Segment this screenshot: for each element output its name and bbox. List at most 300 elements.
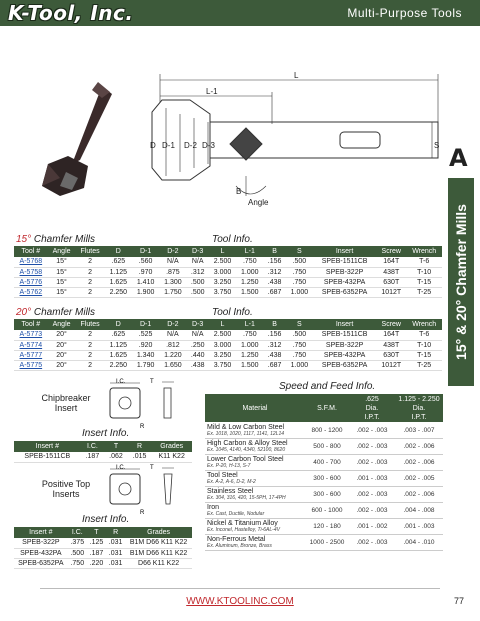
positive-dim-ic: I.C. [116, 465, 126, 471]
table-cell: N/A [159, 330, 186, 340]
section20-header-cell: D [105, 319, 132, 330]
table-cell: .500 [286, 330, 313, 340]
table-cell: 1.500 [236, 287, 263, 297]
material-examples: Ex. 1045, 4140, 4340, 52100, 8620 [207, 447, 286, 453]
table-cell: 2 [75, 340, 104, 350]
table-cell: N/A [187, 330, 209, 340]
tool-number-link[interactable]: A-5762 [14, 287, 48, 297]
speed-col-a-line2: Dia. [365, 405, 379, 412]
table-row [14, 257, 442, 267]
material-name: Stainless Steel [207, 488, 254, 495]
table-row [205, 487, 443, 503]
material-name: Tool Steel [207, 472, 238, 479]
section15-header-cell: Flutes [75, 246, 104, 257]
section-15-title [16, 234, 95, 245]
table-cell: 164T [376, 257, 406, 267]
section15-header-cell: Insert [313, 246, 376, 257]
dim-label-d3: D-3 [202, 141, 215, 150]
table-cell: SPEB-322P [14, 538, 68, 548]
section15-header-cell: L [209, 246, 236, 257]
table-cell: 2 [75, 330, 104, 340]
table-cell: .187 [81, 452, 105, 462]
speed-sfm-cell: 400 - 700 [305, 455, 349, 471]
table-cell: T-15 [406, 277, 442, 287]
material-name: Non-Ferrous Metal [207, 536, 266, 543]
table-cell: 2 [75, 257, 104, 267]
table-positive-insert [14, 527, 192, 569]
table-cell: .687 [263, 287, 285, 297]
table-cell: .125 [87, 538, 106, 548]
table-cell: .920 [132, 340, 159, 350]
dim-label-b: B [236, 187, 242, 196]
positive-header-cell: Grades [125, 527, 192, 538]
table-cell: .156 [263, 257, 285, 267]
table-cell: 3.000 [209, 340, 236, 350]
footer-url-link[interactable]: WWW.KTOOLINC.COM [186, 596, 294, 607]
section-15-info-title: Tool Info. [212, 234, 253, 245]
dim-label-l1: L-1 [206, 87, 218, 96]
positive-insert-diagram [106, 464, 196, 518]
speed-b-cell: .002 - .005 [395, 471, 443, 487]
table-cell: .525 [132, 330, 159, 340]
speed-sfm-cell: 800 - 1200 [305, 423, 349, 439]
table-cell: .187 [87, 548, 106, 558]
table-cell: 20° [48, 340, 76, 350]
chipbreaker-dim-ic: I.C. [116, 379, 126, 385]
table-cell: SPEB-6352PA [14, 558, 68, 568]
chipbreaker-header-row [14, 441, 192, 452]
section20-header-cell: S [286, 319, 313, 330]
table-cell: 2 [75, 267, 104, 277]
table-cell: T-6 [406, 330, 442, 340]
tool-number-link[interactable]: A-5768 [14, 257, 48, 267]
table-row [14, 452, 192, 462]
table-cell: 1.250 [236, 277, 263, 287]
table-cell: 20° [48, 350, 76, 360]
chipbreaker-info-title: Insert Info. [82, 428, 130, 439]
table-row [14, 558, 192, 568]
table-cell: T-15 [406, 350, 442, 360]
section20-header-cell: L [209, 319, 236, 330]
table-row [205, 455, 443, 471]
table-cell: .312 [263, 340, 285, 350]
tool-outline [152, 100, 438, 180]
footer-divider [40, 588, 440, 589]
table-cell: .750 [286, 340, 313, 350]
table-cell: SPEB-6352PA [313, 360, 376, 370]
positive-title-line1: Positive Top [41, 479, 91, 489]
table-cell: .687 [263, 360, 285, 370]
table-cell: .440 [187, 350, 209, 360]
table-row [205, 519, 443, 535]
table-cell: .500 [286, 257, 313, 267]
table-cell: 2.250 [105, 287, 132, 297]
speed-col-b-line1: 1.125 - 2.250 [398, 396, 440, 403]
material-cell [205, 487, 305, 503]
speed-col-a [349, 395, 395, 422]
table-cell: T-10 [406, 267, 442, 277]
speed-b-cell: .003 - .007 [395, 423, 443, 439]
table-cell: T-6 [406, 257, 442, 267]
tool-number-link[interactable]: A-5775 [14, 360, 48, 370]
section-20-word: Chamfer Mills [31, 307, 96, 318]
material-name: Nickel & Titanium Alloy [207, 520, 278, 527]
section20-header-cell: Wrench [406, 319, 442, 330]
material-examples: Ex. A-2, A-6, D-2, M-2 [207, 479, 256, 485]
table-cell: SPEB-432PA [313, 277, 376, 287]
table-chipbreaker-insert [14, 441, 192, 463]
material-name: High Carbon & Alloy Steel [207, 440, 288, 447]
table-row [205, 439, 443, 455]
table-cell: .812 [159, 340, 186, 350]
table-cell: .062 [104, 452, 128, 462]
positive-header-row [14, 527, 192, 538]
table-cell: .750 [236, 257, 263, 267]
material-cell [205, 535, 305, 551]
section-20-info-title: Tool Info. [212, 307, 253, 318]
table-cell: 3.750 [209, 287, 236, 297]
sidebar-label: 15° & 20° Chamfer Mills [453, 204, 469, 360]
table-row [14, 360, 442, 370]
speed-b-cell: .001 - .003 [395, 519, 443, 535]
speed-sfm-cell: 120 - 180 [305, 519, 349, 535]
section20-header-cell: Insert [313, 319, 376, 330]
table-cell: SPEB-6352PA [313, 287, 376, 297]
section20-header-cell: D-1 [132, 319, 159, 330]
section15-header-cell: B [263, 246, 285, 257]
table-cell: 1.250 [236, 350, 263, 360]
table-cell: .750 [68, 558, 87, 568]
chipbreaker-header-cell: R [128, 441, 152, 452]
speed-col-a-line3: I.P.T. [364, 414, 380, 421]
table-cell: .438 [263, 350, 285, 360]
chipbreaker-dim-r: R [140, 424, 145, 430]
speed-sfm-cell: 300 - 600 [305, 471, 349, 487]
table-cell: 2.250 [105, 360, 132, 370]
material-examples: Ex. Cast, Ductile, Nodular [207, 511, 265, 517]
dim-label-d: D [150, 141, 156, 150]
table-cell: .438 [187, 360, 209, 370]
material-examples: Ex. Aluminum, Bronze, Brass [207, 543, 272, 549]
table-cell: 2.500 [209, 330, 236, 340]
section15-header-cell: L-1 [236, 246, 263, 257]
table-row [205, 503, 443, 519]
section20-header-cell: Tool # [14, 319, 48, 330]
speed-sfm-cell: 300 - 600 [305, 487, 349, 503]
positive-header-cell: T [87, 527, 106, 538]
section15-header-cell: Tool # [14, 246, 48, 257]
table-cell: .500 [68, 548, 87, 558]
dim-label-d1: D-1 [162, 141, 175, 150]
table-cell: SPEB-322P [313, 267, 376, 277]
chipbreaker-header-cell: T [104, 441, 128, 452]
table-row [14, 267, 442, 277]
section20-header-cell: Angle [48, 319, 76, 330]
table-cell: 20° [48, 360, 76, 370]
table-row [14, 287, 442, 297]
section-20-angle: 20° [16, 307, 32, 318]
table-cell: K11 K22 [151, 452, 192, 462]
table-cell: 630T [376, 277, 406, 287]
company-logo: K-Tool, Inc. [8, 1, 134, 25]
table-cell: 3.250 [209, 350, 236, 360]
section20-header-row [14, 319, 442, 330]
section15-header-cell: Screw [376, 246, 406, 257]
sidebar-tab [448, 178, 474, 386]
table-cell: .625 [105, 257, 132, 267]
table-cell: 1.750 [159, 287, 186, 297]
table-row [14, 350, 442, 360]
table-cell: N/A [159, 257, 186, 267]
table-row [205, 423, 443, 439]
table-cell: SPEB-1511CB [313, 330, 376, 340]
table-cell: 2 [75, 350, 104, 360]
speed-a-cell: .002 - .003 [349, 503, 395, 519]
speed-feed-header [205, 394, 443, 422]
table-cell: 2 [75, 287, 104, 297]
table-cell: .031 [106, 558, 125, 568]
positive-title-line2: Inserts [52, 489, 80, 499]
dim-label-l: L [294, 71, 299, 80]
table-cell: .031 [106, 538, 125, 548]
positive-header-cell: I.C. [68, 527, 87, 538]
material-cell [205, 455, 305, 471]
section15-header-cell: S [286, 246, 313, 257]
speed-col-a-line1: .625 [365, 396, 379, 403]
table-cell: 1012T [376, 360, 406, 370]
speed-b-cell: .002 - .006 [395, 455, 443, 471]
speed-a-cell: .001 - .003 [349, 471, 395, 487]
speed-b-cell: .002 - .006 [395, 487, 443, 503]
material-name: Lower Carbon Tool Steel [207, 456, 284, 463]
material-examples: Ex. 1018, 1020, 1117, 1141, 12L14 [207, 431, 285, 437]
material-examples: Ex. 304, 316, 420, 15-5PH, 17-4PH [207, 495, 286, 501]
section-15-angle: 15° [16, 234, 32, 245]
section15-header-cell: D-2 [159, 246, 186, 257]
table-cell: 1.650 [159, 360, 186, 370]
chipbreaker-header-cell: I.C. [81, 441, 105, 452]
table-cell: .875 [159, 267, 186, 277]
speed-b-cell: .004 - .008 [395, 503, 443, 519]
material-cell [205, 471, 305, 487]
table-cell: SPEB-1511CB [14, 452, 81, 462]
table-row [14, 330, 442, 340]
section20-header-cell: D-2 [159, 319, 186, 330]
tool-number-link[interactable]: A-5774 [14, 340, 48, 350]
table-cell: SPEB-322P [313, 340, 376, 350]
material-examples: Ex. Inconel, Hastelloy, Ti-6AL-4V [207, 527, 280, 533]
table-cell: 15° [48, 277, 76, 287]
material-name: Iron [207, 504, 220, 511]
table-cell: 630T [376, 350, 406, 360]
table-cell: .250 [187, 340, 209, 350]
table-cell: 164T [376, 330, 406, 340]
table-row [205, 535, 443, 551]
table-cell: 1.220 [159, 350, 186, 360]
table-cell: 1.300 [159, 277, 186, 287]
dim-label-s: S [434, 141, 440, 150]
table-cell: 1.125 [105, 267, 132, 277]
table-cell: 1.625 [105, 277, 132, 287]
table-cell: .560 [132, 257, 159, 267]
section20-header-cell: Flutes [75, 319, 104, 330]
table-cell: 1.900 [132, 287, 159, 297]
positive-info-title: Insert Info. [82, 514, 130, 525]
section20-header-cell: Screw [376, 319, 406, 330]
speed-feed-title: Speed and Feed Info. [279, 381, 376, 392]
tool-number-link[interactable]: A-5773 [14, 330, 48, 340]
section-20-title [16, 307, 95, 318]
table-cell: .750 [286, 350, 313, 360]
speed-sfm-cell: 600 - 1000 [305, 503, 349, 519]
material-cell [205, 519, 305, 535]
table-cell: .031 [106, 548, 125, 558]
table-row [14, 277, 442, 287]
speed-a-cell: .002 - .003 [349, 423, 395, 439]
table-cell: .312 [187, 267, 209, 277]
table-cell: 3.750 [209, 360, 236, 370]
table-cell: 1.000 [286, 360, 313, 370]
tool-number-link[interactable]: A-5758 [14, 267, 48, 277]
table-cell: 20° [48, 330, 76, 340]
section-letter: A [449, 144, 468, 172]
table-cell: 15° [48, 257, 76, 267]
table-cell: 3.250 [209, 277, 236, 287]
table-cell: T-25 [406, 360, 442, 370]
speed-a-cell: .002 - .003 [349, 535, 395, 551]
table-cell: .625 [105, 330, 132, 340]
table-cell: N/A [187, 257, 209, 267]
speed-col-b-line3: I.P.T. [411, 414, 427, 421]
table-cell: .500 [187, 277, 209, 287]
table-cell: 1.410 [132, 277, 159, 287]
table-cell: .750 [236, 330, 263, 340]
table-row [205, 471, 443, 487]
table-cell: 2 [75, 277, 104, 287]
speed-a-cell: .002 - .003 [349, 455, 395, 471]
table-cell: 1.000 [286, 287, 313, 297]
tool-number-link[interactable]: A-5777 [14, 350, 48, 360]
table-20-chamfer [14, 319, 442, 371]
table-cell: 1.625 [105, 350, 132, 360]
chipbreaker-insert-diagram [106, 378, 196, 432]
table-cell: .312 [263, 267, 285, 277]
table-cell: T-10 [406, 340, 442, 350]
page-number: 77 [454, 596, 465, 606]
speed-a-cell: .002 - .003 [349, 439, 395, 455]
table-cell: .015 [128, 452, 152, 462]
section20-header-cell: B [263, 319, 285, 330]
speed-sfm-cell: 1000 - 2500 [305, 535, 349, 551]
positive-header-cell: R [106, 527, 125, 538]
table-cell: 1.000 [236, 340, 263, 350]
table-cell: 1012T [376, 287, 406, 297]
table-cell: SPEB-432PA [313, 350, 376, 360]
page-header [0, 0, 480, 26]
section-15-word: Chamfer Mills [31, 234, 96, 245]
chipbreaker-title [26, 393, 106, 413]
table-row [14, 538, 192, 548]
table-cell: 1.340 [132, 350, 159, 360]
speed-a-cell: .002 - .003 [349, 487, 395, 503]
table-cell: 2.500 [209, 257, 236, 267]
table-cell: 438T [376, 340, 406, 350]
table-cell: 1.125 [105, 340, 132, 350]
material-cell [205, 503, 305, 519]
table-cell: .750 [286, 267, 313, 277]
table-cell: .156 [263, 330, 285, 340]
section15-header-cell: Angle [48, 246, 76, 257]
speed-sfm-cell: 500 - 800 [305, 439, 349, 455]
table-cell: SPEB-1511CB [313, 257, 376, 267]
speed-col-sfm: S.F.M. [317, 405, 337, 412]
table-row [14, 340, 442, 350]
table-cell: B1M D66 K11 K22 [125, 538, 192, 548]
positive-dim-t: T [150, 465, 154, 471]
table-cell: .438 [263, 277, 285, 287]
material-examples: Ex. P-20, H-13, S-7 [207, 463, 251, 469]
material-name: Mild & Low Carbon Steel [207, 424, 285, 431]
table-cell: 15° [48, 267, 76, 277]
section15-header-row [14, 246, 442, 257]
speed-b-cell: .004 - .010 [395, 535, 443, 551]
positive-dim-r: R [140, 510, 145, 516]
section15-header-cell: D-1 [132, 246, 159, 257]
chipbreaker-dim-t: T [150, 379, 154, 385]
section15-header-cell: Wrench [406, 246, 442, 257]
tool-number-link[interactable]: A-5776 [14, 277, 48, 287]
tool-photo [42, 82, 112, 196]
tool-drawing [40, 68, 445, 218]
positive-title [26, 479, 106, 499]
speed-b-cell: .002 - .006 [395, 439, 443, 455]
table-cell: .500 [187, 287, 209, 297]
dim-label-d2: D-2 [184, 141, 197, 150]
material-cell [205, 439, 305, 455]
table-cell: 1.790 [132, 360, 159, 370]
section15-header-cell: D [105, 246, 132, 257]
table-cell: .220 [87, 558, 106, 568]
table-cell: .970 [132, 267, 159, 277]
table-cell: B1M D66 K11 K22 [125, 548, 192, 558]
section20-header-cell: D-3 [187, 319, 209, 330]
chipbreaker-title-line2: Insert [54, 403, 78, 413]
speed-col-b-line2: Dia. [412, 405, 426, 412]
table-cell: 438T [376, 267, 406, 277]
table-cell: SPEB-432PA [14, 548, 68, 558]
table-row [14, 548, 192, 558]
table-cell: 3.000 [209, 267, 236, 277]
section20-header-cell: L-1 [236, 319, 263, 330]
header-title: Multi-Purpose Tools [347, 6, 462, 20]
table-cell: 15° [48, 287, 76, 297]
table-cell: D66 K11 K22 [125, 558, 192, 568]
table-cell: .750 [286, 277, 313, 287]
chipbreaker-title-line1: Chipbreaker [41, 393, 91, 403]
table-15-chamfer [14, 246, 442, 298]
table-cell: 1.000 [236, 267, 263, 277]
material-cell [205, 423, 305, 439]
speed-col-material: Material [242, 405, 268, 412]
table-speed-feed [205, 423, 443, 551]
table-cell: .375 [68, 538, 87, 548]
chipbreaker-header-cell: Insert # [14, 441, 81, 452]
table-cell: 1.500 [236, 360, 263, 370]
dim-label-angle: Angle [248, 198, 269, 207]
speed-col-b [395, 395, 443, 422]
chipbreaker-header-cell: Grades [151, 441, 192, 452]
positive-header-cell: Insert # [14, 527, 68, 538]
